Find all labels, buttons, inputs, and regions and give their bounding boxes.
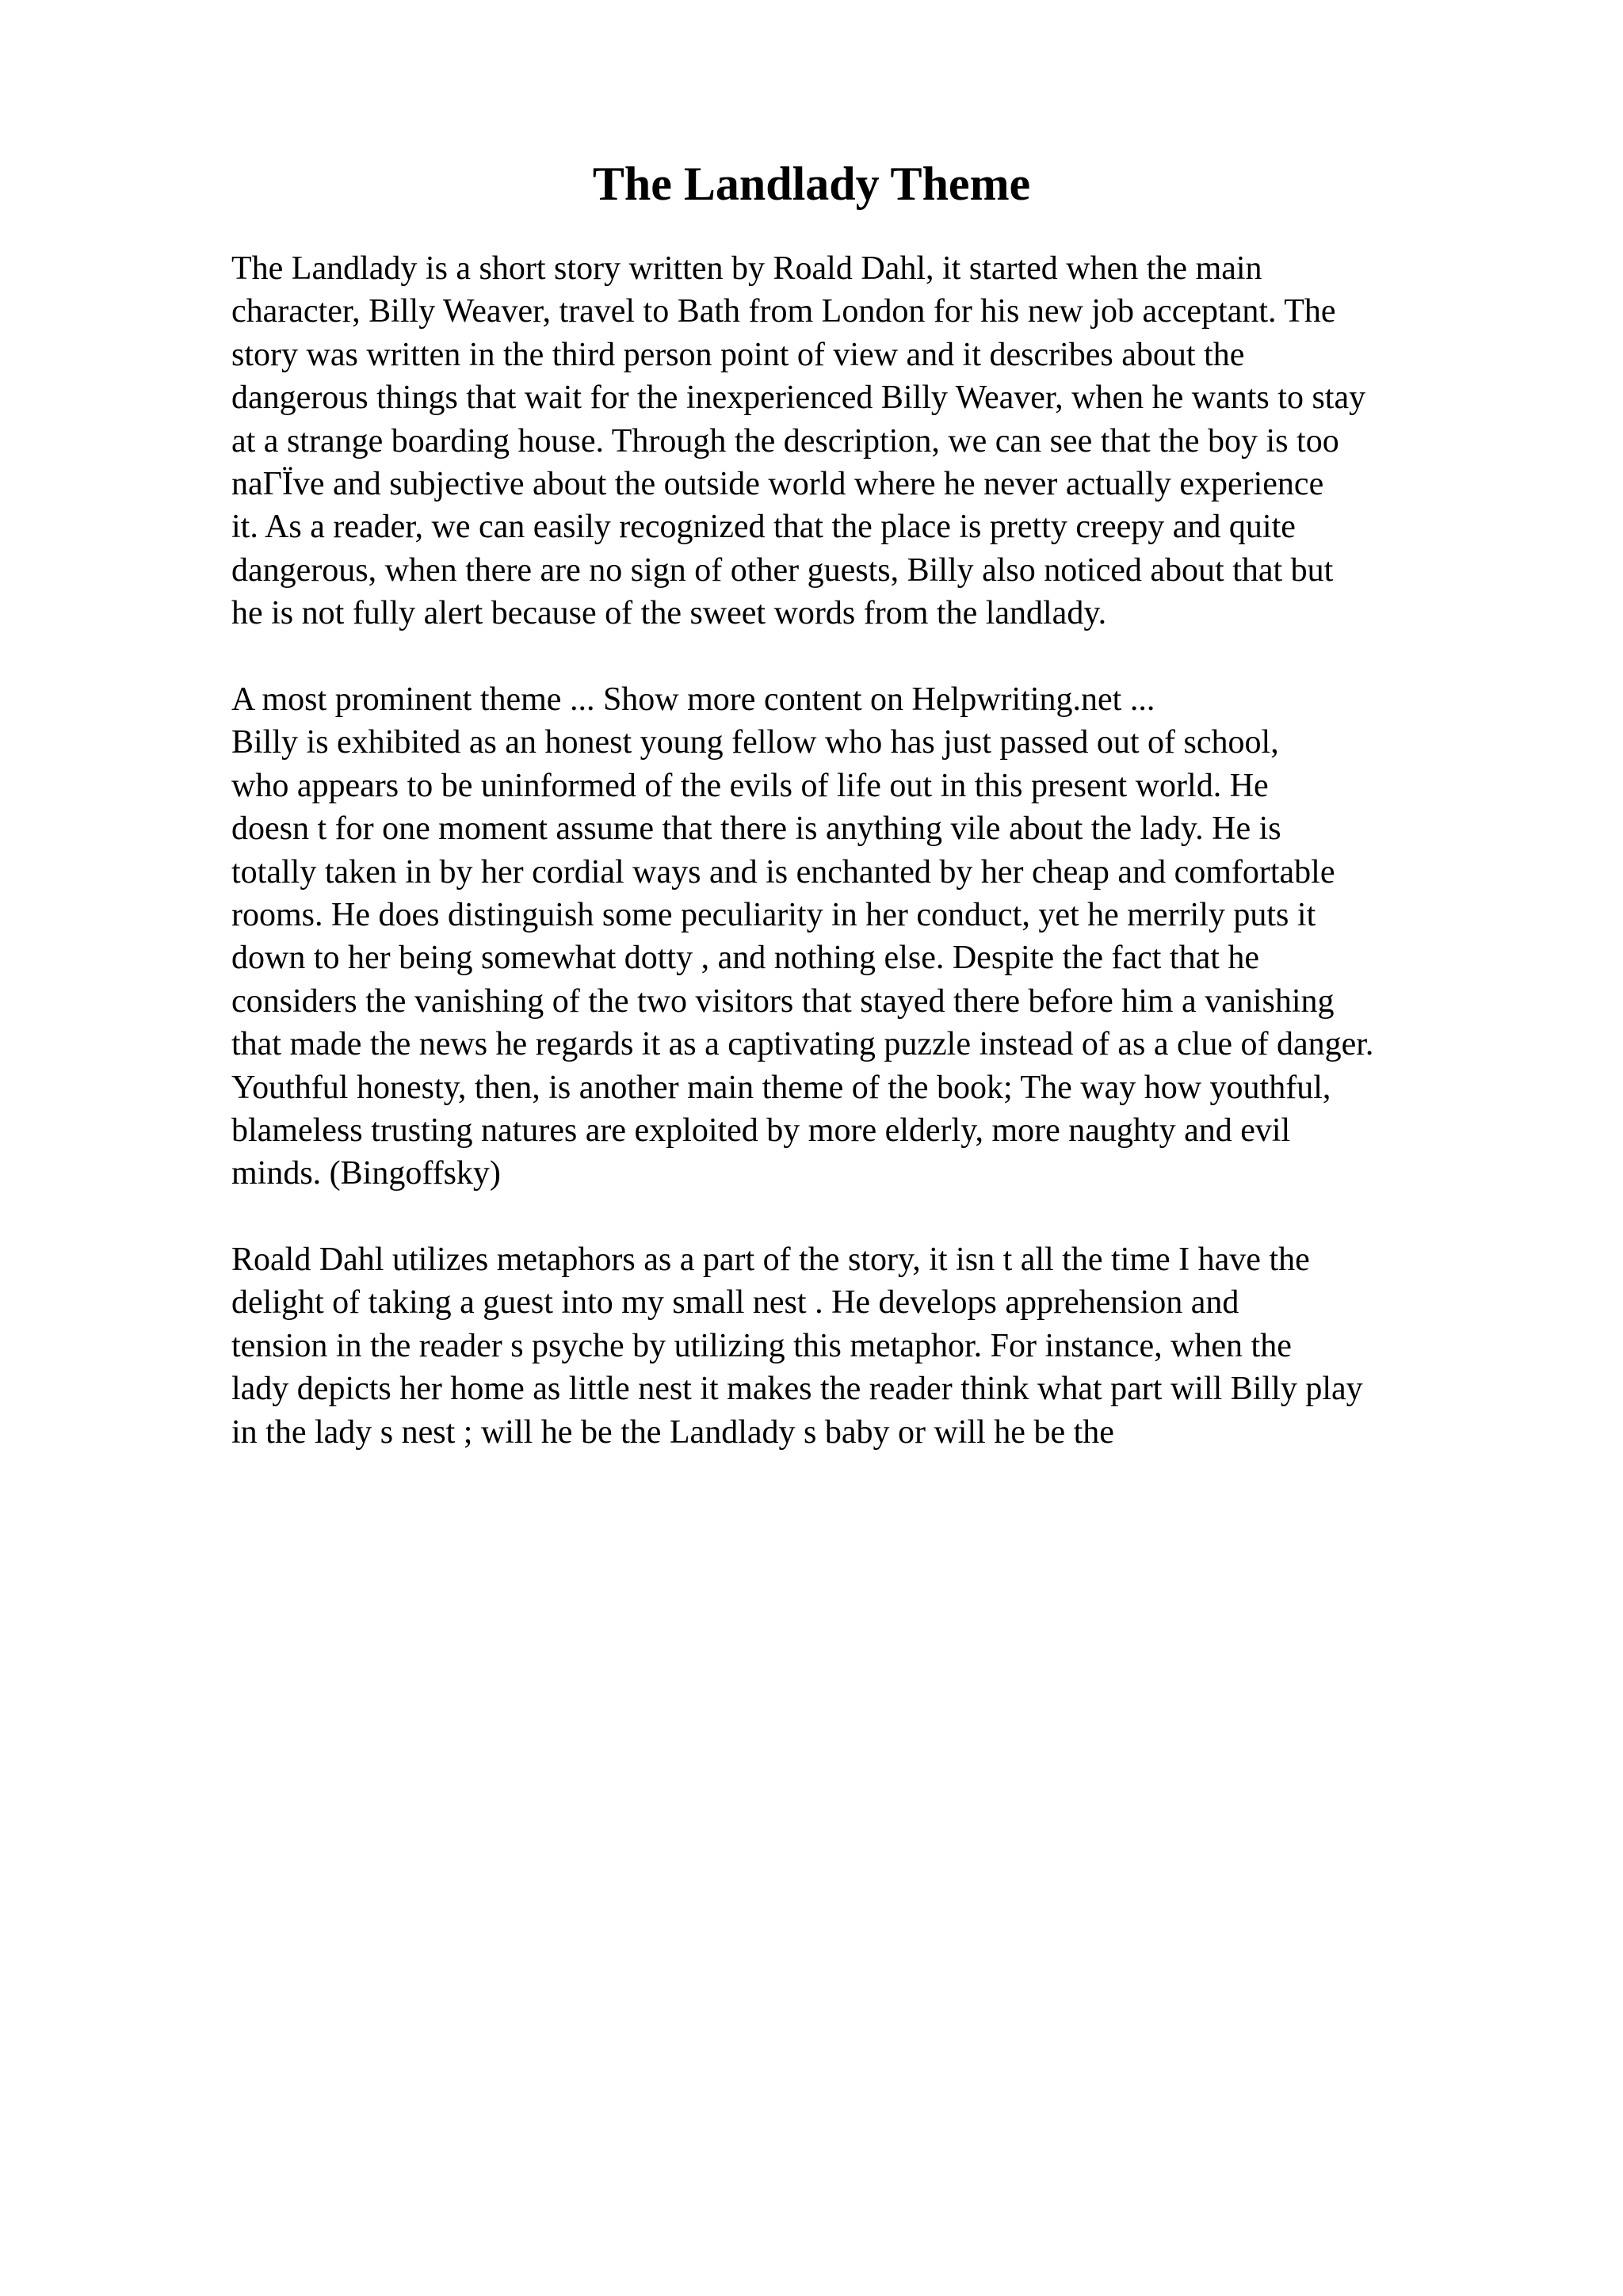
text-line: story was written in the third person point of view and it describes about the xyxy=(231,336,1245,373)
paragraph-metaphors xyxy=(231,1238,1363,1454)
text-line: Youthful honesty, then, is another main theme of the book; The way how youthful, xyxy=(231,1069,1331,1106)
text-line: in the lady s nest ; will he be the Landlady s baby or will he be the xyxy=(231,1413,1114,1451)
text-line: dangerous things that wait for the inexperienced Billy Weaver, when he wants to stay xyxy=(231,379,1366,417)
text-line: Roald Dahl utilizes metaphors as a part of the story, it isn t all the time I have the xyxy=(231,1241,1310,1278)
text-line: considers the vanishing of the two visitors that stayed there before him a vanishing xyxy=(231,982,1335,1020)
document-title: The Landlady Theme xyxy=(592,158,1031,210)
text-line: minds. (Bingoffsky) xyxy=(231,1155,501,1192)
text-line: down to her being somewhat dotty , and nothing else. Despite the fact that he xyxy=(231,940,1260,977)
text-line: blameless trusting natures are exploited by more elderly, more naughty and evil xyxy=(231,1112,1291,1149)
text-line: delight of taking a guest into my small nest . He develops apprehension and xyxy=(231,1284,1239,1322)
text-line: The Landlady is a short story written by Roald Dahl, it started when the main xyxy=(231,250,1262,287)
paragraph-theme xyxy=(231,678,1373,1196)
text-line: A most prominent theme ... Show more content on Helpwriting.net ... xyxy=(231,681,1155,718)
text-line: tension in the reader s psyche by utilizing this metaphor. For instance, when the xyxy=(231,1327,1292,1364)
text-line: doesn t for one moment assume that there is anything vile about the lady. He is xyxy=(231,810,1281,848)
text-line: that made the news he regards it as a captivating puzzle instead of as a clue of danger. xyxy=(231,1026,1374,1063)
text-line: lady depicts her home as little nest it makes the reader think what part will Billy play xyxy=(231,1371,1363,1408)
text-line: at a strange boarding house. Through the description, we can see that the boy is too xyxy=(231,422,1339,460)
text-line: naΓЇve and subjective about the outside world where he never actually experience xyxy=(231,465,1324,502)
text-line: totally taken in by her cordial ways and is enchanted by her cheap and comfortable xyxy=(231,853,1335,891)
text-line: he is not fully alert because of the sweet words from the landlady. xyxy=(231,595,1107,632)
text-line: dangerous, when there are no sign of other guests, Billy also noticed about that but xyxy=(231,551,1334,589)
text-line: rooms. He does distinguish some peculiarity in her conduct, yet he merrily puts it xyxy=(231,896,1316,933)
text-line: it. As a reader, we can easily recognized that the place is pretty creepy and quite xyxy=(231,509,1296,546)
paragraph-introduction xyxy=(231,247,1365,635)
text-line: character, Billy Weaver, travel to Bath from London for his new job acceptant. The xyxy=(231,293,1336,330)
text-line: Billy is exhibited as an honest young fellow who has just passed out of school, xyxy=(231,724,1279,761)
text-line: who appears to be uninformed of the evils of life out in this present world. He xyxy=(231,767,1269,804)
